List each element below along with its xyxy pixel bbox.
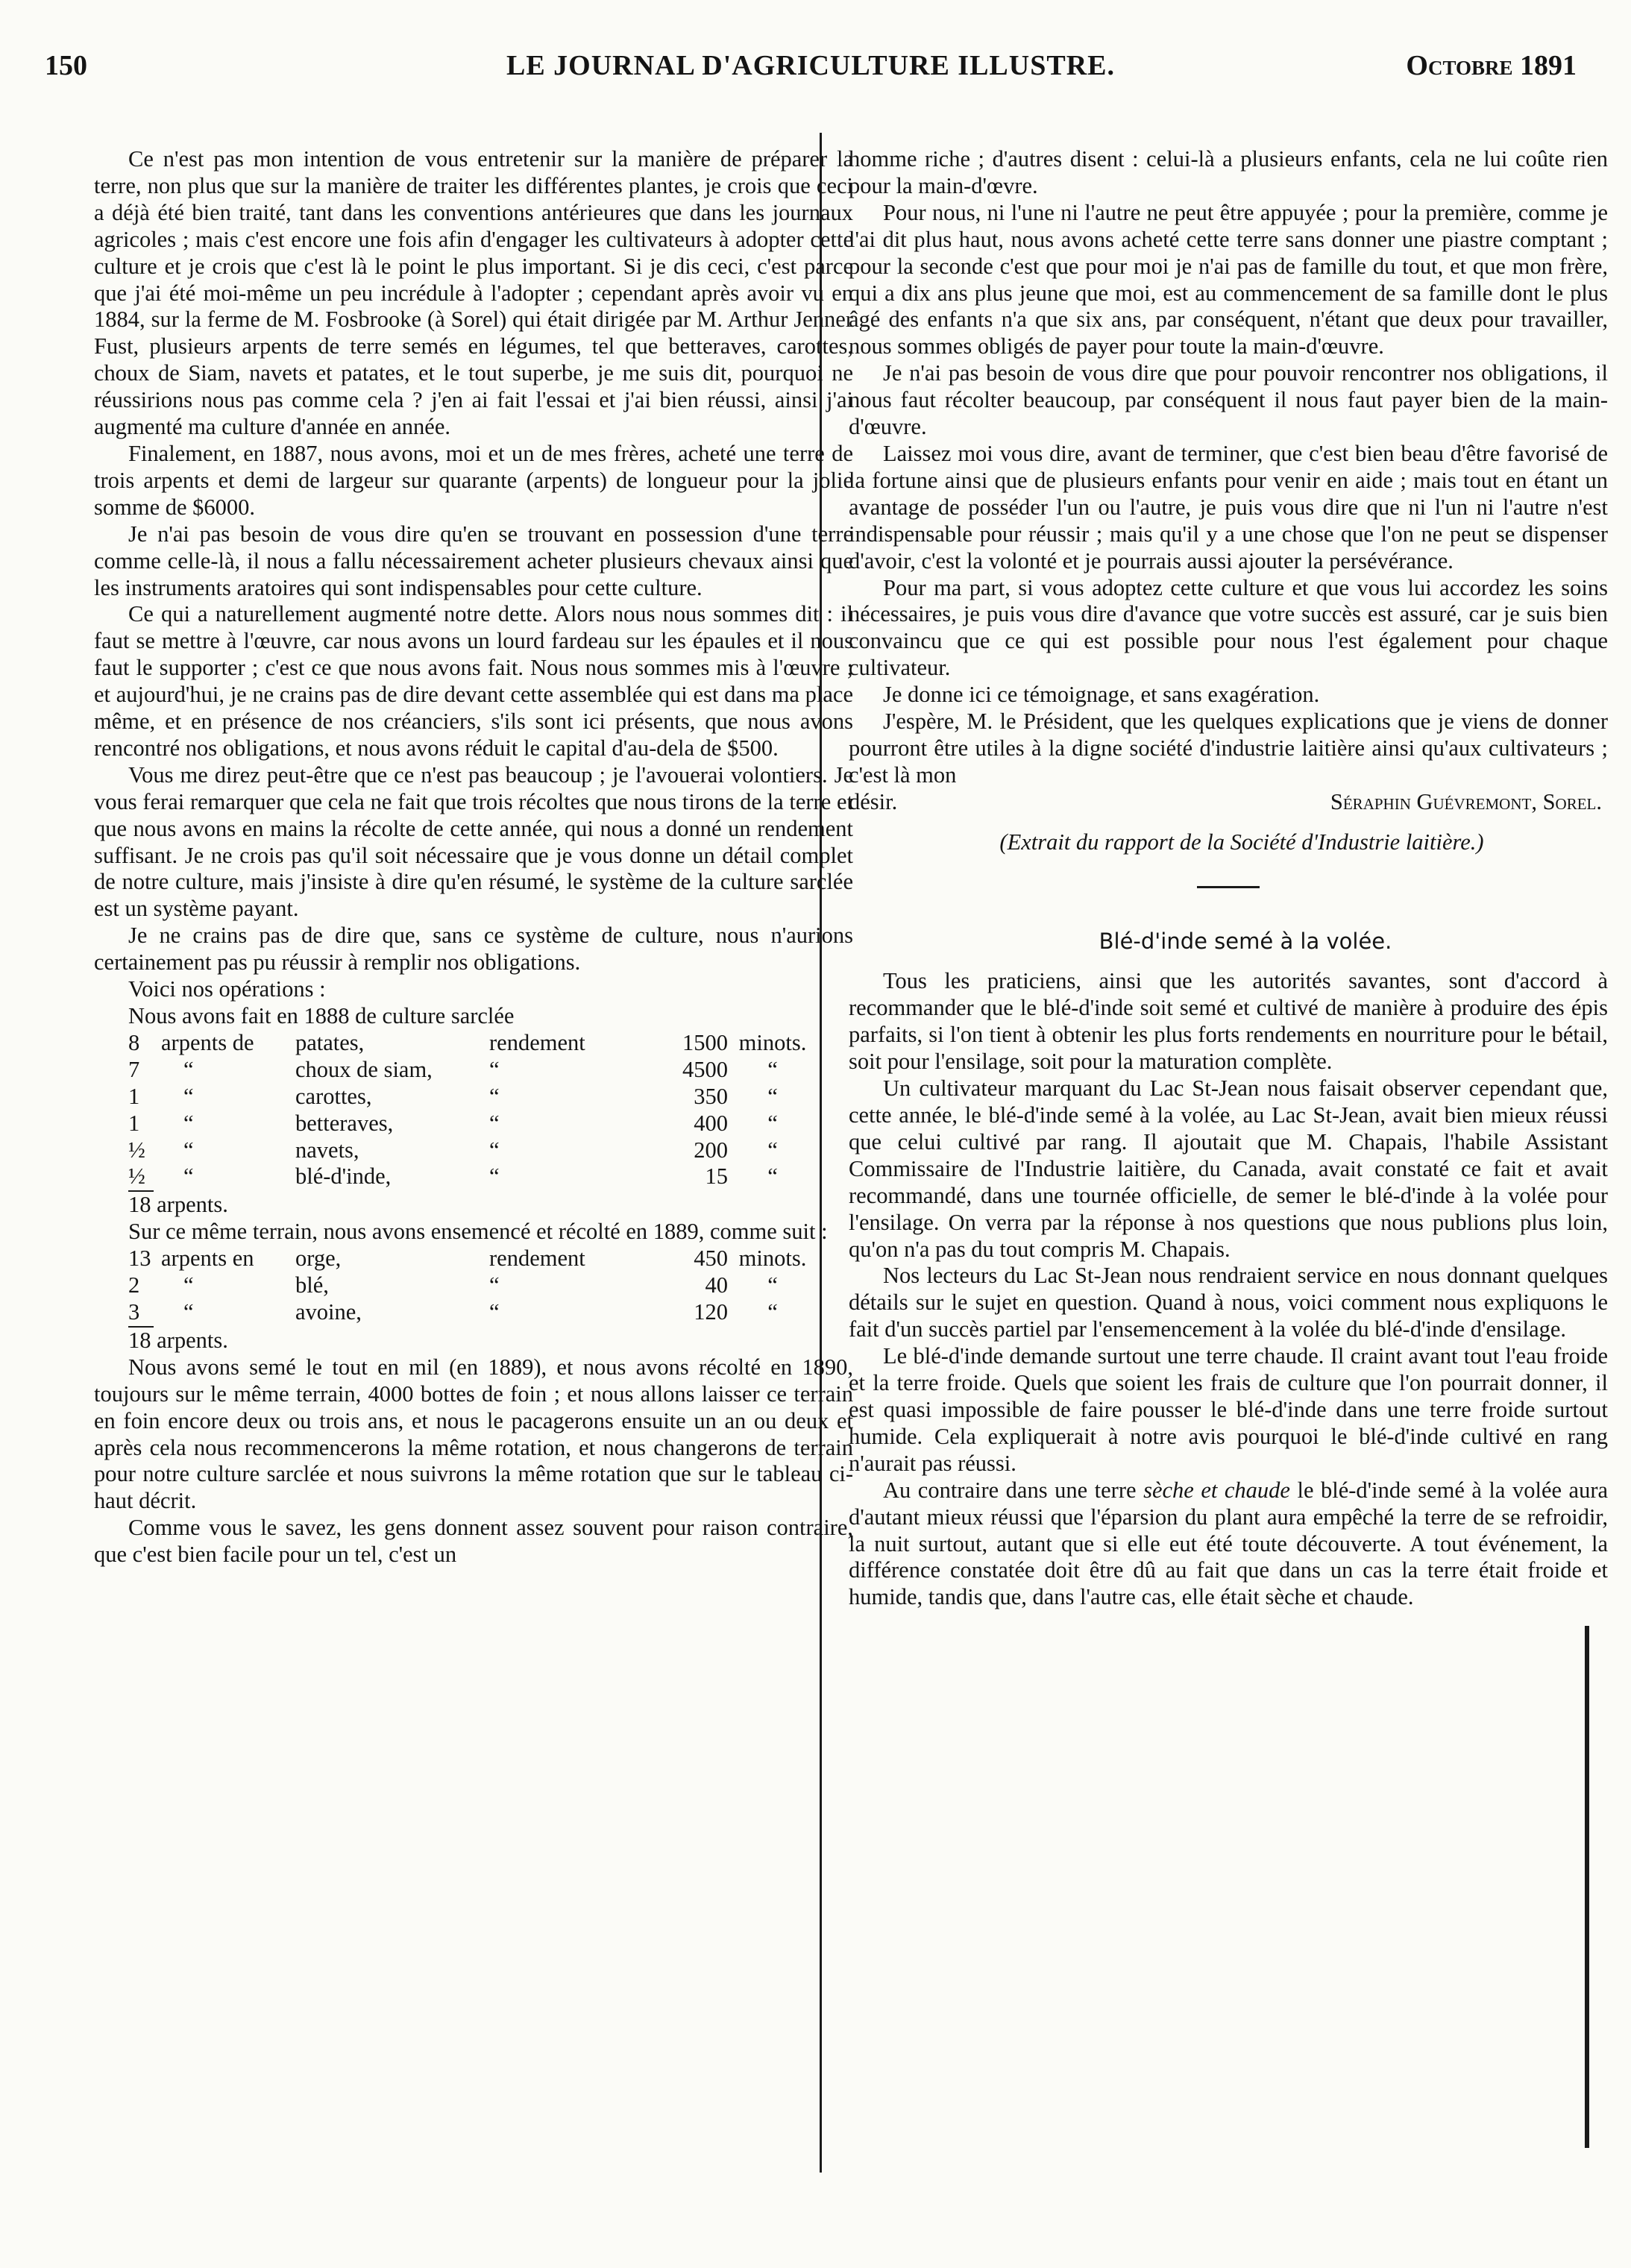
paragraph: Un cultivateur marquant du Lac St-Jean nous faisait observer cependant que, cette année, le blé-d'inde semé à la volée, au Lac St-Jean, avait bien mieux réussi que celui cultivé par rang. Il ajoutait que M. Chapais, l'habile Assistant Commissaire de l'Industrie laitière, du Canada, avait constaté ce fait et avait recommandé, dans une tournée officielle, de semer le blé-d'inde à la volée pour l'ensilage. On verra par la réponse à nos questions que nous publions plus loin, qu'on n'a pas du tout compris M. Chapais. bbox=[849, 1075, 1608, 1262]
table-cell-amount: 450 bbox=[694, 1245, 728, 1272]
paragraph: Ce n'est pas mon intention de vous entretenir sur la manière de préparer la terre, non plus que sur la manière de traiter les différentes plantes, je crois que ceci a déjà été bien traité, tant dans les conventions antérieures que dans les journaux agricoles ; mais c'est encore une fois afin d'engager les cultivateurs à adopter cette culture et je crois que c'est là le point le plus important. Si je dis ceci, c'est parce que j'ai été moi-même un peu incrédule à l'adopter ; cependant après avoir vu en 1884, sur la ferme de M. Fosbrooke (à Sorel) qui était dirigée par M. Arthur Jenner Fust, plusieurs arpents de terre semés en légumes, tel que betteraves, carottes, choux de Siam, navets et patates, et le tout superbe, je me suis dit, pourquoi ne réussirions nous pas comme cela ? j'en ai fait l'essai et j'ai bien réussi, ainsi j'ai augmenté ma culture d'année en année. bbox=[94, 146, 853, 440]
table-cell-unit: arpents en bbox=[161, 1245, 254, 1272]
table-cell-measure: “ bbox=[767, 1163, 778, 1190]
article-title: Blé-d'inde semé à la volée. bbox=[1099, 928, 1392, 954]
table-row bbox=[128, 1272, 817, 1299]
paragraph: Je n'ai pas besoin de vous dire qu'en se trouvant en possession d'une terre comme celle-là, il nous a fallu nécessairement acheter plusieurs chevaux ainsi que les instruments aratoires qui sont indispensables pour cette culture. bbox=[94, 521, 853, 600]
table-cell-crop: betteraves, bbox=[295, 1110, 394, 1136]
paragraph: Pour ma part, si vous adoptez cette culture et que vous lui accordez les soins nécessaires, je puis vous dire d'avance que votre succès est assuré, car je suis bien convaincu que ce qui est possible pour nous l'est également pour chaque cultivateur. bbox=[849, 574, 1608, 681]
right-column bbox=[849, 146, 1608, 1611]
paragraph: Pour nous, ni l'une ni l'autre ne peut être appuyée ; pour la première, comme je l'ai dit plus haut, nous avons acheté cette terre sans donner une piastre comptant ; pour la seconde c'est que pour moi je n'ai pas de famille du tout, et que mon frère, qui a dix ans plus jeune que moi, est au commencement de sa famille dont le plus âgé des enfants n'a que six ans, par conséquent, n'étant que deux pour travailler, nous sommes obligés de payer pour toute la main-d'œuvre. bbox=[849, 199, 1608, 359]
table-cell-measure: “ bbox=[767, 1056, 778, 1082]
table-cell-label: “ bbox=[489, 1163, 500, 1190]
table-cell-qty: ½ bbox=[128, 1137, 145, 1163]
table-row bbox=[128, 1057, 817, 1084]
crop-table-1888 bbox=[128, 1030, 817, 1190]
source-citation: (Extrait du rapport de la Société d'Industrie laitière.) bbox=[999, 829, 1484, 855]
table-row bbox=[128, 1137, 817, 1164]
table-cell-measure: “ bbox=[767, 1083, 778, 1109]
table-cell-crop: patates, bbox=[295, 1029, 365, 1055]
emphasis-span: sèche et chaude bbox=[1143, 1477, 1290, 1503]
page-number: 150 bbox=[45, 50, 87, 81]
table-cell-label: “ bbox=[489, 1137, 500, 1163]
table-cell-qty: 13 bbox=[128, 1245, 151, 1272]
table-cell-unit: “ bbox=[183, 1083, 194, 1109]
table-total: 18 arpents. bbox=[128, 1192, 228, 1218]
table-cell-amount: 40 bbox=[705, 1272, 728, 1298]
page-edge-mark bbox=[1585, 1626, 1589, 2148]
paragraph: homme riche ; d'autres disent : celui-là a plusieurs enfants, cela ne lui coûte rien pour la main-d'œvre. bbox=[849, 146, 1608, 198]
table-cell-qty: 7 bbox=[128, 1056, 140, 1082]
left-column bbox=[94, 146, 853, 1568]
table-cell-crop: blé, bbox=[295, 1272, 329, 1298]
table-cell-label: “ bbox=[489, 1110, 500, 1136]
table-cell-measure: “ bbox=[767, 1272, 778, 1298]
issue-date: Octobre 1891 bbox=[1406, 50, 1577, 81]
table-row bbox=[128, 1030, 817, 1057]
table-cell-qty: 1 bbox=[128, 1083, 140, 1109]
table-cell-unit: “ bbox=[183, 1272, 194, 1298]
table-cell-crop: carottes, bbox=[295, 1083, 372, 1109]
paragraph: Tous les praticiens, ainsi que les autorités savantes, sont d'accord à recommander que le blé-d'inde soit semé et cultivé de manière à produire des épis parfaits, si l'on tient à obtenir les plus forts rendements en nourriture pour le bétail, soit pour l'ensilage, soit pour la maturation complète. bbox=[849, 968, 1608, 1075]
table-cell-qty: 1 bbox=[128, 1110, 140, 1136]
table-cell-amount: 400 bbox=[694, 1110, 728, 1136]
page-header bbox=[45, 49, 1577, 94]
table-cell-measure: “ bbox=[767, 1110, 778, 1136]
table-cell-amount: 4500 bbox=[682, 1056, 728, 1082]
journal-title: LE JOURNAL D'AGRICULTURE ILLUSTRE. bbox=[506, 50, 1115, 81]
table-cell-qty: 8 bbox=[128, 1029, 140, 1055]
text-span: le blé-d'inde semé à la volée aura d'autant mieux réussi que l'éparsion du plant aura empêché la terre de se refroidir, la nuit surtout, autant que si elle eut été toute découverte. A tout événement, la différence constatée doit être dû au fait que dans un cas la terre était froide et humide, tandis que, dans l'autre cas, elle était sèche et chaude. bbox=[849, 1477, 1609, 1610]
paragraph bbox=[849, 1477, 1608, 1612]
table-cell-crop: avoine, bbox=[295, 1298, 362, 1325]
table-cell-unit: “ bbox=[183, 1163, 194, 1190]
table-cell-measure: minots. bbox=[738, 1029, 807, 1055]
signature-line bbox=[849, 789, 1608, 816]
table-cell-crop: navets, bbox=[295, 1137, 359, 1163]
table-cell-label: “ bbox=[489, 1298, 500, 1325]
paragraph: Ce qui a naturellement augmenté notre dette. Alors nous nous sommes dit : il faut se mettre à l'œuvre, car nous avons un lourd fardeau sur les épaules et il nous faut le supporter ; c'est ce que nous avons fait. Nous nous sommes mis à l'œuvre ; et aujourd'hui, je ne crains pas de dire devant cette assemblée qui est dans ma place même, et en présence de nos créanciers, s'ils sont ici présents, que nous avons rencontré nos obligations, et nous avons réduit le capital d'au-dela de $500. bbox=[94, 601, 853, 761]
table-cell-label: “ bbox=[489, 1056, 500, 1082]
table-row bbox=[128, 1111, 817, 1137]
table-cell-amount: 1500 bbox=[682, 1029, 728, 1055]
table-cell-measure: minots. bbox=[738, 1245, 807, 1272]
table-cell-qty: ½ bbox=[128, 1163, 145, 1190]
table-cell-crop: orge, bbox=[295, 1245, 342, 1272]
table-row bbox=[128, 1299, 817, 1326]
table-cell-unit: “ bbox=[183, 1298, 194, 1325]
closing-word: désir. bbox=[849, 788, 898, 814]
table-cell-amount: 15 bbox=[705, 1163, 728, 1190]
table-cell-label: “ bbox=[489, 1083, 500, 1109]
paragraph: Je n'ai pas besoin de vous dire que pour pouvoir rencontrer nos obligations, il nous faut récolter beaucoup, par conséquent il nous faut payer bien de la main-d'œuvre. bbox=[849, 360, 1608, 440]
table-cell-measure: “ bbox=[767, 1137, 778, 1163]
table-cell-unit: “ bbox=[183, 1056, 194, 1082]
table-total: 18 arpents. bbox=[128, 1327, 228, 1353]
table-cell-qty: 3 bbox=[128, 1298, 140, 1325]
table-cell-crop: blé-d'inde, bbox=[295, 1163, 392, 1190]
table-cell-unit: arpents de bbox=[161, 1029, 254, 1055]
paragraph: Laissez moi vous dire, avant de terminer, que c'est bien beau d'être favorisé de la fortune ainsi que de plusieurs enfants pour venir en aide ; mais tout en étant un avantage de posséder l'un ou l'autre, je puis vous dire que ni l'un ni l'autre n'est indispensable pour réussir ; mais qu'il y a une chose que l'on ne peut se dispenser d'avoir, c'est la volonté et je pourrais aussi ajouter la persévérance. bbox=[849, 440, 1608, 574]
paragraph: Sur ce même terrain, nous avons ensemencé et récolté en 1889, comme suit : bbox=[128, 1219, 828, 1245]
paragraph: Finalement, en 1887, nous avons, moi et un de mes frères, acheté une terre de trois arpents et demi de largeur sur quarante (arpents) de longueur pour la jolie somme de $6000. bbox=[94, 440, 853, 520]
table-row bbox=[128, 1163, 817, 1190]
paragraph: J'espère, M. le Président, que les quelques explications que je viens de donner pourront être utiles à la digne société d'industrie laitière ainsi qu'aux cultivateurs ; c'est là mon bbox=[849, 709, 1608, 788]
table-cell-unit: “ bbox=[183, 1137, 194, 1163]
crop-table-1889 bbox=[128, 1245, 817, 1326]
table-cell-qty: 2 bbox=[128, 1272, 140, 1298]
table-cell-label: “ bbox=[489, 1272, 500, 1298]
table-cell-crop: choux de siam, bbox=[295, 1056, 433, 1082]
paragraph: Voici nos opérations : bbox=[128, 976, 326, 1002]
table-cell-unit: “ bbox=[183, 1110, 194, 1136]
paragraph: Nous avons fait en 1888 de culture sarclée bbox=[128, 1003, 515, 1028]
paragraph: Je ne crains pas de dire que, sans ce système de culture, nous n'aurions certainement pas pu réussir à remplir nos obligations. bbox=[94, 923, 853, 976]
paragraph: Comme vous le savez, les gens donnent assez souvent pour raison contraire, que c'est bien facile pour un tel, c'est un bbox=[94, 1515, 853, 1568]
paragraph: Je donne ici ce témoignage, et sans exagération. bbox=[883, 682, 1320, 708]
table-row bbox=[128, 1245, 817, 1272]
table-cell-measure: “ bbox=[767, 1298, 778, 1325]
paragraph: Le blé-d'inde demande surtout une terre chaude. Il craint avant tout l'eau froide et la terre froide. Quels que soient les frais de culture que l'on pourrait donner, il est quasi impossible de faire pousser le blé-d'inde dans une terre froide surtout humide. Cela expliquerait à notre avis pourquoi le blé-d'inde cultivé en rang n'aurait pas réussi. bbox=[849, 1343, 1608, 1476]
paragraph: Nos lecteurs du Lac St-Jean nous rendraient service en nous donnant quelques détails sur le sujet en question. Quand à nous, voici comment nous expliquons le fait d'un succès partiel par l'ensemencement à la volée du blé-d'inde d'ensilage. bbox=[849, 1263, 1608, 1342]
text-span: Au contraire dans une terre bbox=[883, 1477, 1137, 1503]
author-signature: Séraphin Guévremont, Sorel. bbox=[1330, 788, 1602, 814]
table-cell-label: rendement bbox=[489, 1245, 585, 1272]
table-cell-amount: 200 bbox=[694, 1137, 728, 1163]
paragraph: Nous avons semé le tout en mil (en 1889), et nous avons récolté en 1890, toujours sur le même terrain, 4000 bottes de foin ; et nous allons laisser ce terrain en foin encore deux ou trois ans, et nous le pacagerons ensuite un an ou deux et après cela nous recommencerons la même rotation, et nous changerons de terrain pour notre culture sarclée et nous suivrons la même rotation que sur le tableau ci-haut décrit. bbox=[94, 1354, 853, 1514]
table-cell-label: rendement bbox=[489, 1029, 585, 1055]
table-row bbox=[128, 1084, 817, 1111]
paragraph: Vous me direz peut-être que ce n'est pas beaucoup ; je l'avouerai volontiers. Je vous ferai remarquer que cela ne fait que trois récoltes que nous tirons de la terre et que nous avons en mains la récolte de cette année, qui nous a donné un rendement suffisant. Je ne crois pas qu'il soit nécessaire que je vous donne un détail complet de notre culture, mais j'insiste à dire qu'en résumé, le système de la culture sarclée est un système payant. bbox=[94, 761, 853, 922]
table-cell-amount: 350 bbox=[694, 1083, 728, 1109]
table-cell-amount: 120 bbox=[694, 1298, 728, 1325]
